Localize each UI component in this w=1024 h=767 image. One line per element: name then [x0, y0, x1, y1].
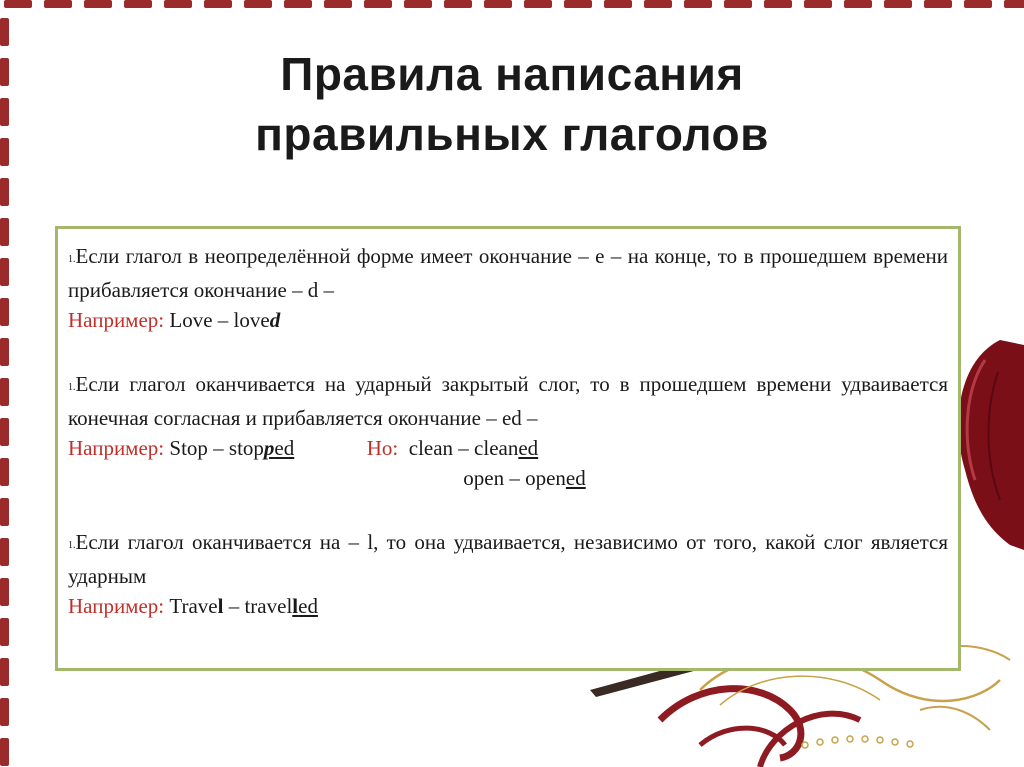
rule-text: Если глагол оканчивается на – l, то она удваивается, независимо от того, какой слог является ударным [68, 530, 948, 588]
rule-text: Если глагол в неопределённой форме имеет окончание – e – на конце, то в прошедшем времени прибавляется окончание – d – [68, 244, 948, 302]
example-ending: ed [298, 594, 318, 618]
contrast-text: clean – clean [408, 436, 519, 460]
contrast-label: Но: [366, 436, 399, 460]
rule-item [68, 241, 948, 335]
contrast-ending: ed [565, 466, 586, 490]
rule-item [68, 369, 948, 493]
rule-item [68, 527, 948, 621]
example-text: – travel [223, 594, 293, 618]
example-ending: ed [274, 436, 295, 460]
example-emphasis: l [292, 594, 299, 618]
contrast-ending: ed [518, 436, 539, 460]
rule-number: 1. [68, 254, 76, 265]
example-label: Например: [68, 594, 165, 618]
rules-box [55, 226, 961, 671]
example-row [68, 305, 948, 335]
rule-number: 1. [68, 540, 76, 551]
title-line-1: Правила написания [280, 48, 744, 100]
example-row [68, 433, 948, 463]
example-emphasis: p [263, 436, 275, 460]
contrast-text: open – open [463, 466, 566, 490]
example-label: Например: [68, 308, 165, 332]
example-row [68, 591, 948, 621]
rule-number: 1. [68, 382, 76, 393]
example-text: Stop – stop [169, 436, 264, 460]
example-text: Trave [169, 594, 218, 618]
example-label: Например: [68, 436, 165, 460]
page-title [0, 44, 1024, 164]
example-emphasis: d [269, 308, 281, 332]
example-emphasis: l [217, 594, 224, 618]
title-line-2: правильных глаголов [255, 108, 769, 160]
rule-text: Если глагол оканчивается на ударный закрытый слог, то в прошедшем времени удваивается конечная согласная и прибавляется окончание – ed – [68, 372, 948, 430]
example-row [68, 463, 948, 493]
example-text: Love – love [169, 308, 270, 332]
